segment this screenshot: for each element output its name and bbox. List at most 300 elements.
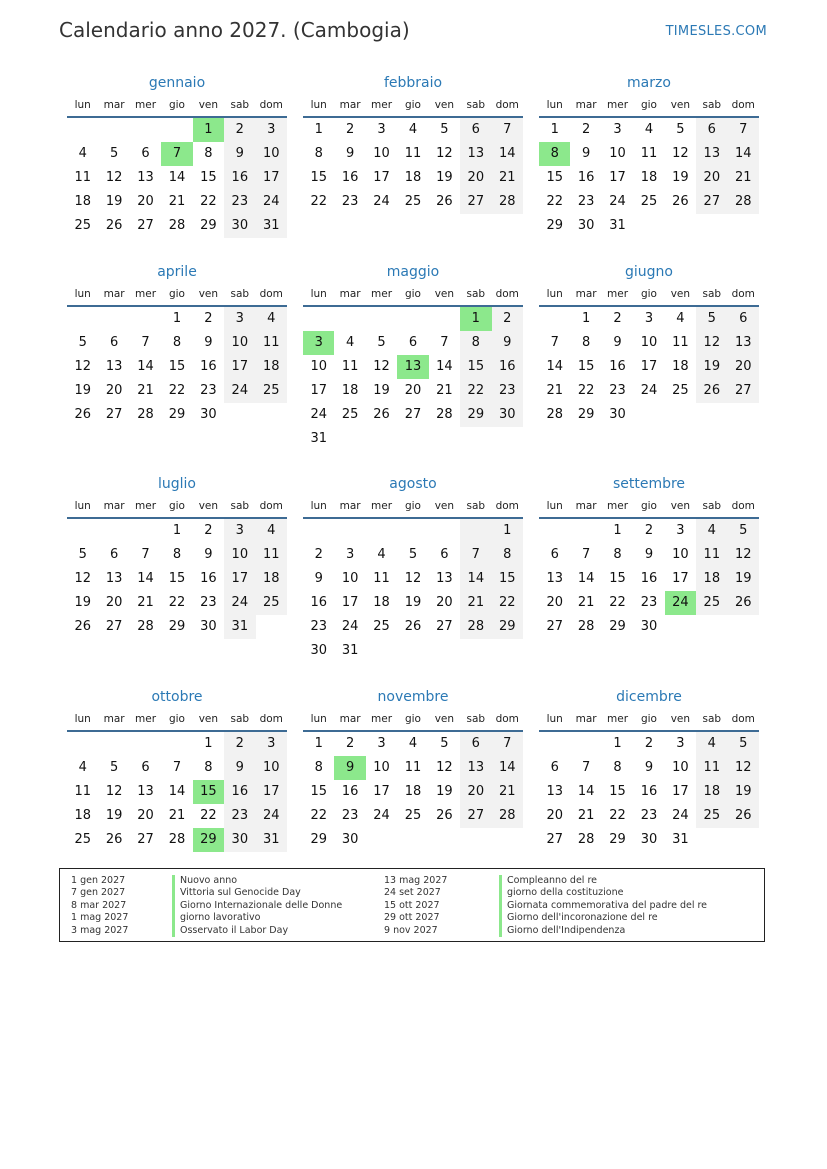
month-name: luglio	[158, 476, 196, 492]
day-cell: 18	[74, 808, 91, 823]
day-cell: 10	[224, 543, 255, 567]
day-cell: 12	[728, 756, 759, 780]
day-cell: 27	[105, 619, 123, 634]
week-row	[303, 118, 523, 142]
day-cell: 22	[609, 808, 626, 823]
weekday-label: mer	[607, 713, 629, 725]
month-ottobre	[67, 686, 287, 852]
empty-day-cell	[728, 615, 759, 639]
day-cell: 4	[676, 311, 685, 326]
day-cell: 31	[224, 615, 255, 639]
day-cell: 3	[256, 118, 287, 142]
day-cell: 5	[408, 547, 418, 562]
day-cell: 5	[109, 760, 119, 775]
day-cell: 8	[613, 547, 622, 562]
day-cell: 13	[546, 571, 563, 586]
day-cell: 23	[492, 379, 523, 403]
empty-day-cell	[460, 427, 491, 451]
weekday-header	[67, 495, 287, 519]
day-cell: 4	[377, 547, 386, 562]
legend-holiday-name: Giorno dell'Indipendenza	[499, 925, 707, 937]
day-cell: 22	[200, 194, 217, 209]
empty-day-cell	[303, 307, 334, 331]
day-cell: 25	[74, 832, 91, 847]
day-cell: 25	[341, 407, 359, 422]
empty-day-cell	[98, 118, 129, 142]
weekday-header	[539, 283, 759, 307]
weekday-label: lun	[546, 99, 563, 111]
weekday-label: sab	[466, 288, 486, 300]
weekday-label: mer	[135, 713, 157, 725]
empty-day-cell	[98, 732, 129, 756]
weekday-label: lun	[546, 500, 563, 512]
day-cell: 9	[204, 335, 213, 350]
empty-day-cell	[256, 403, 287, 427]
empty-day-cell	[460, 519, 491, 543]
holiday-day-cell: 1	[460, 307, 491, 331]
weekday-label: sab	[466, 500, 486, 512]
empty-day-cell	[570, 732, 601, 756]
empty-day-cell	[460, 639, 491, 663]
weekday-label: gio	[168, 500, 185, 512]
day-cell: 16	[224, 166, 255, 190]
legend-holiday-name: Vittoria sul Genocide Day	[172, 887, 342, 899]
legend-date: 15 ott 2027	[384, 899, 440, 911]
weekday-label: gio	[404, 288, 421, 300]
empty-day-cell	[256, 615, 287, 639]
day-cell: 14	[492, 756, 523, 780]
day-cell: 1	[613, 523, 622, 538]
weekday-label: sab	[230, 713, 250, 725]
day-cell: 11	[696, 543, 727, 567]
month-marzo	[539, 72, 759, 238]
day-cell: 24	[341, 619, 359, 634]
weekday-label: gio	[168, 99, 185, 111]
day-cell: 27	[137, 832, 154, 847]
week-row	[539, 804, 759, 828]
week-row	[303, 543, 523, 567]
day-cell: 1	[581, 311, 591, 326]
weekday-label: mer	[135, 288, 157, 300]
day-cell: 23	[224, 190, 255, 214]
day-cell: 25	[640, 194, 658, 209]
day-cell: 19	[74, 595, 91, 610]
day-cell: 21	[577, 808, 595, 823]
day-cell: 13	[460, 756, 491, 780]
day-cell: 18	[640, 170, 658, 185]
empty-day-cell	[665, 214, 696, 238]
day-cell: 2	[314, 547, 323, 562]
day-cell: 9	[345, 146, 355, 161]
week-row	[303, 804, 523, 828]
day-cell: 8	[460, 331, 491, 355]
empty-day-cell	[98, 307, 129, 331]
weekday-label: sab	[702, 713, 722, 725]
empty-day-cell	[366, 828, 397, 852]
weekday-label: mar	[339, 500, 361, 512]
day-cell: 9	[581, 146, 591, 161]
weekday-label: gio	[640, 288, 657, 300]
month-giugno	[539, 261, 759, 427]
day-cell: 4	[696, 519, 727, 543]
holiday-day-cell: 13	[397, 355, 428, 379]
day-cell: 3	[676, 523, 685, 538]
week-row	[303, 190, 523, 214]
week-row	[539, 567, 759, 591]
day-cell: 31	[256, 828, 287, 852]
weekday-label: mer	[371, 288, 393, 300]
weekday-label: dom	[495, 500, 519, 512]
week-row	[67, 118, 287, 142]
day-cell: 27	[137, 218, 154, 233]
week-row	[67, 190, 287, 214]
weekday-label: lun	[74, 99, 91, 111]
day-cell: 7	[581, 547, 591, 562]
day-cell: 10	[256, 142, 287, 166]
day-cell: 30	[577, 218, 595, 233]
day-cell: 8	[492, 543, 523, 567]
day-cell: 18	[341, 383, 359, 398]
day-cell: 23	[200, 595, 217, 610]
day-cell: 31	[256, 214, 287, 238]
week-row	[539, 732, 759, 756]
day-cell: 4	[78, 146, 87, 161]
day-cell: 19	[105, 808, 123, 823]
day-cell: 3	[676, 736, 685, 751]
empty-day-cell	[130, 732, 161, 756]
day-cell: 28	[546, 407, 563, 422]
day-cell: 27	[696, 190, 727, 214]
day-cell: 5	[728, 732, 759, 756]
weekday-label: ven	[670, 713, 691, 725]
weekday-header	[303, 94, 523, 118]
day-cell: 19	[436, 170, 453, 185]
weekday-label: sab	[466, 99, 486, 111]
empty-day-cell	[397, 639, 428, 663]
day-cell: 14	[546, 359, 563, 374]
day-cell: 13	[137, 170, 154, 185]
day-cell: 24	[609, 194, 626, 209]
legend-holiday-name: Nuovo anno	[172, 875, 342, 887]
day-cell: 11	[404, 760, 422, 775]
day-cell: 14	[168, 784, 186, 799]
day-cell: 17	[224, 355, 255, 379]
day-cell: 25	[696, 591, 727, 615]
day-cell: 8	[314, 146, 323, 161]
day-cell: 5	[728, 519, 759, 543]
day-cell: 29	[200, 218, 217, 233]
day-cell: 26	[728, 804, 759, 828]
day-cell: 10	[640, 335, 658, 350]
day-cell: 23	[640, 808, 658, 823]
week-row	[303, 379, 523, 403]
day-cell: 24	[640, 383, 658, 398]
day-cell: 13	[137, 784, 154, 799]
day-cell: 27	[404, 407, 422, 422]
empty-day-cell	[570, 519, 601, 543]
day-cell: 18	[74, 194, 91, 209]
day-cell: 2	[613, 311, 622, 326]
empty-day-cell	[334, 519, 365, 543]
weekday-header	[303, 283, 523, 307]
day-cell: 26	[74, 619, 91, 634]
weekday-label: mar	[575, 500, 597, 512]
empty-day-cell	[67, 519, 98, 543]
day-cell: 22	[310, 808, 327, 823]
day-cell: 11	[404, 146, 422, 161]
day-cell: 9	[314, 571, 323, 586]
weekday-label: sab	[702, 288, 722, 300]
day-cell: 30	[609, 407, 626, 422]
day-cell: 16	[640, 571, 658, 586]
month-name: giugno	[625, 264, 673, 280]
day-cell: 11	[341, 359, 359, 374]
day-cell: 19	[728, 567, 759, 591]
day-cell: 4	[408, 736, 418, 751]
legend-date: 8 mar 2027	[71, 899, 127, 911]
day-cell: 2	[644, 736, 654, 751]
day-cell: 20	[436, 595, 453, 610]
day-cell: 23	[577, 194, 595, 209]
day-cell: 28	[460, 615, 491, 639]
week-row	[539, 355, 759, 379]
week-row	[539, 519, 759, 543]
empty-day-cell	[429, 427, 460, 451]
day-cell: 5	[78, 547, 87, 562]
day-cell: 20	[404, 383, 422, 398]
day-cell: 5	[440, 736, 449, 751]
day-cell: 17	[310, 383, 327, 398]
day-cell: 6	[728, 307, 759, 331]
day-cell: 28	[137, 407, 154, 422]
day-cell: 4	[696, 732, 727, 756]
day-cell: 17	[256, 780, 287, 804]
day-cell: 4	[408, 122, 418, 137]
day-cell: 19	[728, 780, 759, 804]
empty-day-cell	[492, 828, 523, 852]
day-cell: 16	[310, 595, 327, 610]
brand-link[interactable]: TIMESLES.COM	[665, 24, 767, 39]
day-cell: 23	[341, 194, 359, 209]
month-name: settembre	[612, 476, 686, 492]
empty-day-cell	[397, 307, 428, 331]
day-cell: 21	[728, 166, 759, 190]
month-aprile	[67, 261, 287, 427]
day-cell: 25	[373, 619, 390, 634]
empty-day-cell	[397, 519, 428, 543]
week-row	[67, 355, 287, 379]
day-cell: 29	[492, 615, 523, 639]
weekday-label: gio	[404, 99, 421, 111]
holiday-day-cell: 1	[193, 118, 224, 142]
day-cell: 1	[314, 122, 323, 137]
day-cell: 30	[640, 619, 658, 634]
weekday-label: dom	[731, 500, 755, 512]
week-row	[303, 355, 523, 379]
day-cell: 22	[168, 595, 186, 610]
holiday-day-cell: 3	[303, 331, 334, 355]
day-cell: 28	[577, 619, 595, 634]
weekday-label: ven	[670, 288, 691, 300]
day-cell: 10	[672, 760, 689, 775]
day-cell: 27	[105, 407, 123, 422]
weekday-label: mer	[135, 99, 157, 111]
day-cell: 6	[109, 547, 119, 562]
empty-day-cell	[696, 214, 727, 238]
legend-holiday-name: Osservato il Labor Day	[172, 925, 342, 937]
empty-day-cell	[696, 615, 727, 639]
week-row	[539, 828, 759, 852]
day-cell: 27	[546, 619, 563, 634]
holiday-legend	[59, 868, 765, 942]
day-cell: 9	[492, 331, 523, 355]
day-cell: 12	[74, 359, 91, 374]
weekday-label: mar	[339, 288, 361, 300]
day-cell: 12	[436, 146, 453, 161]
day-cell: 10	[672, 547, 689, 562]
empty-day-cell	[67, 732, 98, 756]
weekday-label: ven	[434, 99, 455, 111]
week-row	[539, 331, 759, 355]
day-cell: 25	[404, 808, 422, 823]
month-dicembre	[539, 686, 759, 852]
day-cell: 8	[172, 547, 182, 562]
weekday-label: dom	[259, 99, 283, 111]
day-cell: 13	[546, 784, 563, 799]
day-cell: 26	[728, 591, 759, 615]
day-cell: 18	[256, 567, 287, 591]
day-cell: 6	[408, 335, 418, 350]
day-cell: 28	[577, 832, 595, 847]
day-cell: 22	[577, 383, 595, 398]
weekday-label: sab	[702, 500, 722, 512]
weekday-label: mar	[575, 288, 597, 300]
day-cell: 31	[672, 832, 689, 847]
day-cell: 7	[141, 547, 150, 562]
day-cell: 28	[137, 619, 154, 634]
day-cell: 8	[613, 760, 622, 775]
day-cell: 7	[581, 760, 591, 775]
day-cell: 14	[137, 359, 154, 374]
day-cell: 12	[373, 359, 390, 374]
day-cell: 25	[74, 218, 91, 233]
day-cell: 26	[436, 194, 453, 209]
day-cell: 1	[550, 122, 559, 137]
day-cell: 7	[440, 335, 449, 350]
day-cell: 20	[546, 595, 563, 610]
day-cell: 15	[609, 784, 626, 799]
weekday-label: mar	[339, 99, 361, 111]
empty-day-cell	[633, 403, 664, 427]
day-cell: 13	[696, 142, 727, 166]
day-cell: 17	[672, 784, 689, 799]
day-cell: 3	[345, 547, 355, 562]
day-cell: 6	[440, 547, 449, 562]
day-cell: 21	[492, 166, 523, 190]
day-cell: 5	[78, 335, 87, 350]
day-cell: 20	[105, 595, 123, 610]
day-cell: 26	[696, 379, 727, 403]
day-cell: 29	[546, 218, 563, 233]
weekday-label: dom	[495, 288, 519, 300]
day-cell: 7	[141, 335, 150, 350]
day-cell: 5	[696, 307, 727, 331]
empty-day-cell	[303, 519, 334, 543]
day-cell: 26	[404, 619, 422, 634]
empty-day-cell	[397, 828, 428, 852]
day-cell: 29	[168, 619, 186, 634]
weekday-label: gio	[640, 713, 657, 725]
day-cell: 18	[404, 784, 422, 799]
weekday-label: gio	[168, 713, 185, 725]
holiday-day-cell: 7	[161, 142, 192, 166]
empty-day-cell	[665, 615, 696, 639]
empty-day-cell	[429, 828, 460, 852]
empty-day-cell	[67, 307, 98, 331]
day-cell: 17	[672, 571, 689, 586]
empty-day-cell	[161, 118, 192, 142]
day-cell: 28	[728, 190, 759, 214]
day-cell: 6	[460, 118, 491, 142]
day-cell: 12	[105, 170, 123, 185]
week-row	[539, 615, 759, 639]
weekday-label: gio	[404, 500, 421, 512]
day-cell: 24	[256, 190, 287, 214]
day-cell: 28	[168, 218, 186, 233]
day-cell: 1	[314, 736, 323, 751]
week-row	[67, 567, 287, 591]
weekday-label: sab	[230, 288, 250, 300]
day-cell: 12	[404, 571, 422, 586]
day-cell: 22	[492, 591, 523, 615]
day-cell: 2	[224, 732, 255, 756]
day-cell: 24	[256, 804, 287, 828]
day-cell: 29	[577, 407, 595, 422]
legend-holiday-name: Giorno dell'incoronazione del re	[499, 912, 707, 924]
weekday-label: lun	[74, 500, 91, 512]
week-row	[539, 214, 759, 238]
month-luglio	[67, 473, 287, 639]
week-row	[539, 543, 759, 567]
day-cell: 22	[310, 194, 327, 209]
day-cell: 2	[204, 311, 213, 326]
empty-day-cell	[492, 427, 523, 451]
week-row	[303, 732, 523, 756]
day-cell: 30	[200, 407, 217, 422]
empty-day-cell	[161, 732, 192, 756]
weekday-header	[539, 94, 759, 118]
legend-dates-right	[384, 875, 447, 937]
day-cell: 25	[672, 383, 689, 398]
day-cell: 14	[168, 170, 186, 185]
day-cell: 14	[436, 359, 453, 374]
day-cell: 10	[310, 359, 327, 374]
day-cell: 17	[341, 595, 359, 610]
week-row	[539, 403, 759, 427]
empty-day-cell	[98, 519, 129, 543]
day-cell: 19	[696, 355, 727, 379]
day-cell: 28	[492, 804, 523, 828]
week-row	[303, 780, 523, 804]
day-cell: 6	[141, 760, 150, 775]
weekday-label: gio	[404, 713, 421, 725]
weekday-label: gio	[168, 288, 185, 300]
day-cell: 15	[200, 170, 217, 185]
day-cell: 11	[696, 756, 727, 780]
day-cell: 8	[204, 146, 213, 161]
day-cell: 14	[137, 571, 154, 586]
day-cell: 7	[728, 118, 759, 142]
